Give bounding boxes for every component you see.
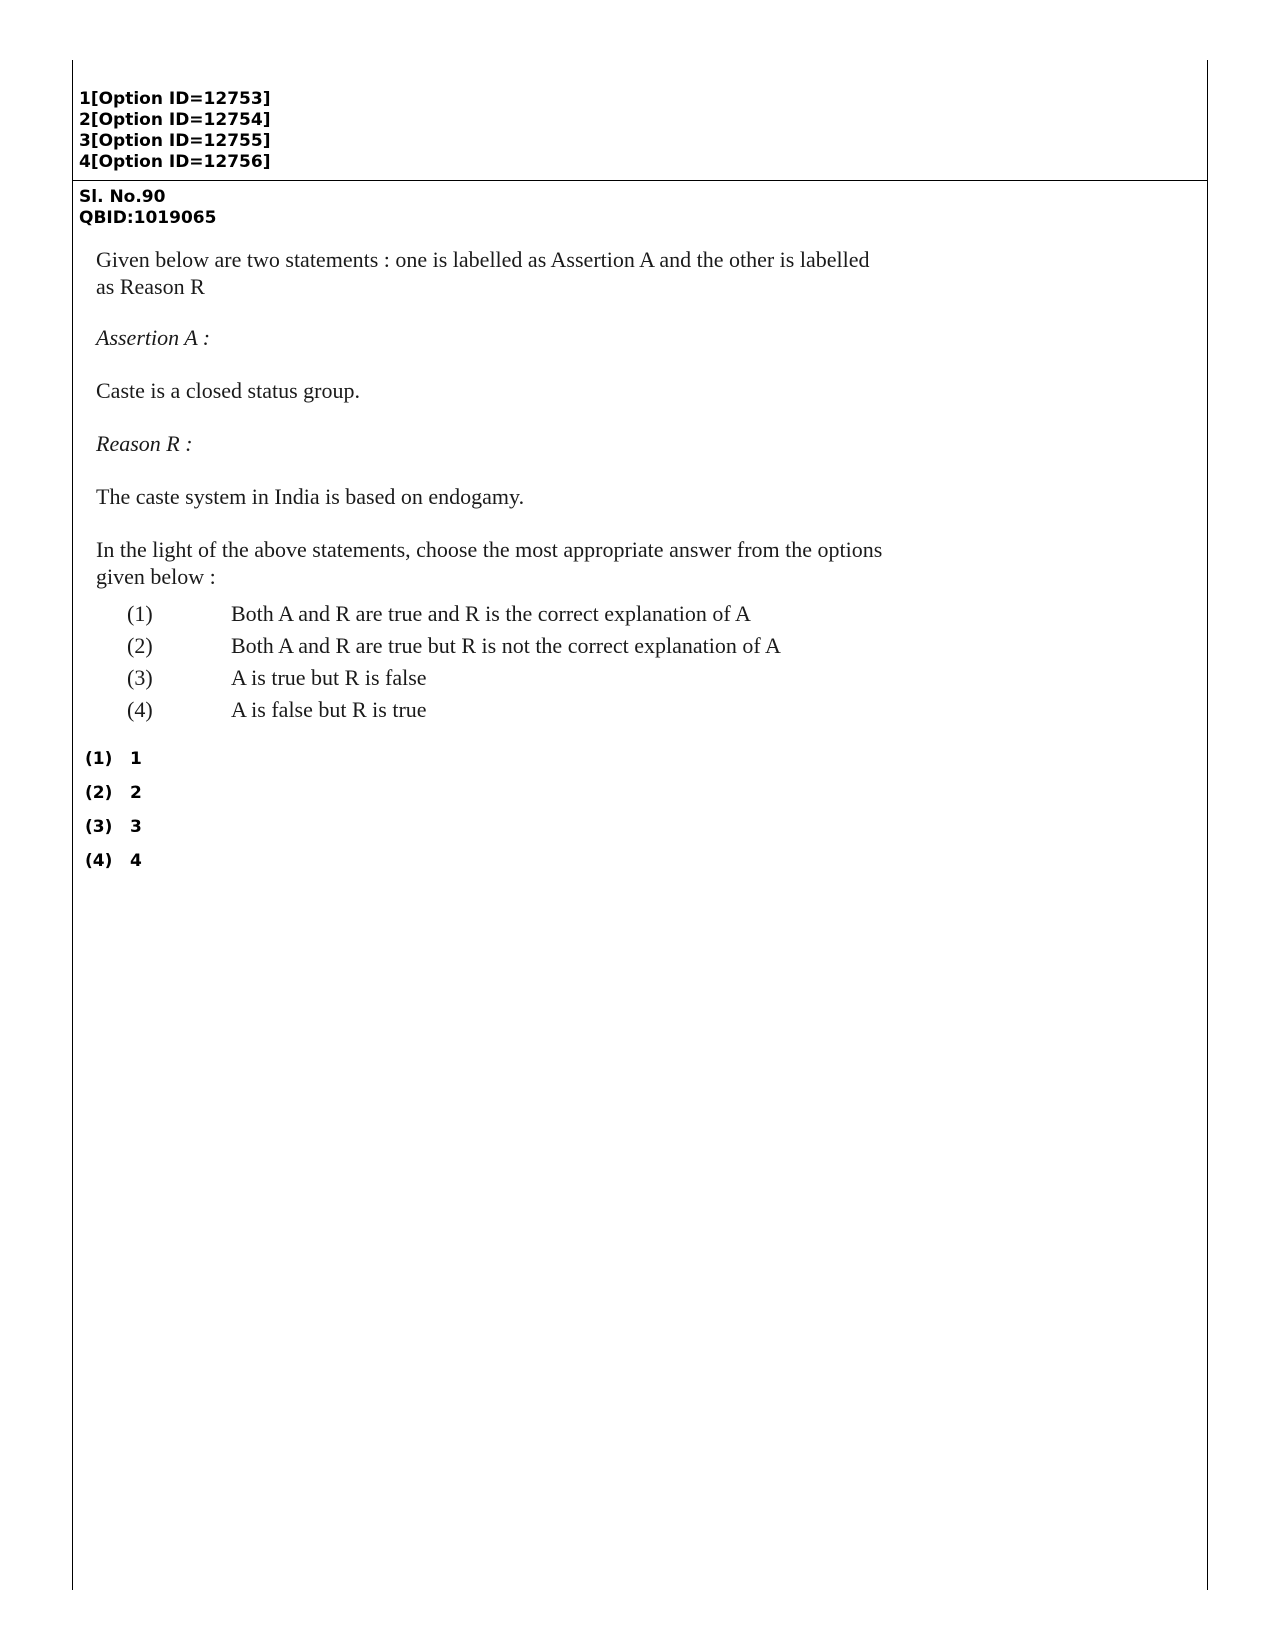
- answer-option: [85, 742, 142, 776]
- previous-option-id: 4[Option ID=12756]: [79, 152, 271, 172]
- answer-option-number: (2): [85, 783, 113, 803]
- section-divider: [72, 180, 1208, 181]
- answer-option-value: 2: [130, 783, 142, 803]
- previous-option-id: 1[Option ID=12753]: [79, 89, 271, 109]
- question-option: [127, 662, 936, 694]
- assertion-label: Assertion A :: [96, 325, 211, 350]
- answer-option-number: (3): [85, 817, 113, 837]
- answer-option: [85, 776, 142, 810]
- question-instruction-line: In the light of the above statements, choose the most appropriate answer from the options: [96, 537, 883, 562]
- question-body: [96, 246, 936, 726]
- previous-option-ids: [79, 89, 270, 173]
- previous-option-id: 3[Option ID=12755]: [79, 131, 271, 151]
- answer-option: [85, 810, 142, 844]
- question-option-text: Both A and R are true but R is not the correct explanation of A: [231, 633, 781, 658]
- question-option-number: (1): [127, 601, 153, 626]
- question-option-text: A is false but R is true: [231, 697, 427, 722]
- question-instruction: [96, 536, 936, 590]
- question-option-number: (2): [127, 633, 153, 658]
- question-option-text: Both A and R are true and R is the correct explanation of A: [231, 601, 751, 626]
- frame-right-border: [1207, 60, 1208, 1590]
- reason-text: The caste system in India is based on endogamy.: [96, 484, 525, 509]
- answer-option-value: 3: [130, 817, 142, 837]
- question-meta: [79, 187, 216, 229]
- question-intro: [96, 246, 936, 300]
- answer-option-value: 1: [130, 749, 142, 769]
- question-option-text: A is true but R is false: [231, 665, 427, 690]
- assertion-text: Caste is a closed status group.: [96, 378, 360, 403]
- frame-left-border: [72, 60, 73, 1590]
- answer-option: [85, 844, 142, 878]
- qbid: QBID:1019065: [79, 208, 217, 228]
- answer-option-number: (4): [85, 851, 113, 871]
- question-option-number: (3): [127, 665, 153, 690]
- question-option-number: (4): [127, 697, 153, 722]
- answer-option-value: 4: [130, 851, 142, 871]
- previous-option-id: 2[Option ID=12754]: [79, 110, 271, 130]
- question-option: [127, 694, 936, 726]
- question-intro-line: Given below are two statements : one is labelled as Assertion A and the other is labelled: [96, 247, 870, 272]
- answer-option-number: (1): [85, 749, 113, 769]
- question-options-list: [127, 598, 936, 726]
- reason-label: Reason R :: [96, 431, 193, 456]
- question-intro-line: as Reason R: [96, 274, 205, 299]
- answer-options-list: [85, 742, 142, 878]
- question-option: [127, 630, 936, 662]
- question-option: [127, 598, 936, 630]
- serial-number: Sl. No.90: [79, 187, 166, 207]
- question-instruction-line: given below :: [96, 564, 216, 589]
